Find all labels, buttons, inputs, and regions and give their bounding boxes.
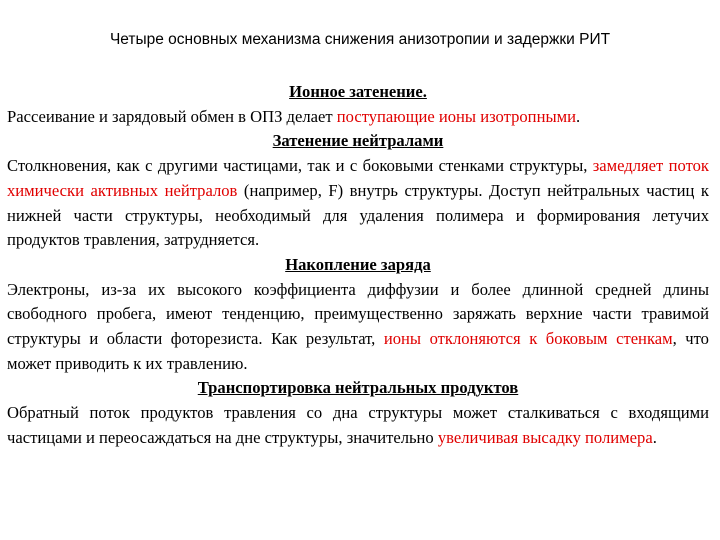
text-run: (например, F) внутрь структуры. Доступ нейтральных частиц к нижней части структуры, необходимый для удаления полимера и формирования летучих продуктов травления, затрудняется. (7, 180, 709, 250)
highlighted-text: замедляет поток химически активных нейтралов (7, 156, 709, 200)
text-run: Электроны, из-за их высокого коэффициента диффузии и более длинной средней длины свободного пробега, имеют тенденцию, преимущественно заряжать верхние части травимой структуры и области фоторезиста. Как результат, (7, 279, 709, 349)
highlighted-text: поступающие ионы изотропными (336, 106, 576, 126)
slide-content (7, 80, 709, 451)
section-text (7, 154, 709, 253)
text-run: Рассеивание и зарядовый обмен в ОПЗ делает (7, 106, 337, 126)
text-run: Столкновения, как с другими частицами, так и с боковыми стенками структуры, (7, 156, 593, 176)
section-heading: Ионное затенение. (289, 82, 427, 101)
slide-title: Четыре основных механизма снижения анизотропии и задержки РИТ (109, 31, 611, 48)
highlighted-text: ионы отклоняются к боковым стенкам (383, 329, 673, 349)
text-run: . (652, 427, 657, 447)
highlighted-text: увеличивая высадку полимера (437, 427, 653, 447)
section-neutral-transport (7, 376, 709, 450)
text-run: , что может приводить к их травлению. (7, 329, 709, 373)
section-neutral-shadowing (7, 129, 709, 253)
section-heading: Транспортировка нейтральных продуктов (197, 378, 519, 398)
text-run: Обратный поток продуктов травления со дна структуры может сталкиваться с входящими частицами и переосаждаться на дне структуры, значительно (7, 403, 709, 447)
section-heading: Накопление заряда (285, 254, 431, 274)
section-text (7, 105, 709, 130)
section-text (7, 401, 709, 450)
section-text (7, 278, 709, 377)
section-heading: Затенение нейтралами (272, 131, 444, 151)
text-run: . (575, 106, 581, 126)
section-charge-accumulation (7, 253, 709, 377)
section-ion-shadowing (7, 80, 709, 129)
